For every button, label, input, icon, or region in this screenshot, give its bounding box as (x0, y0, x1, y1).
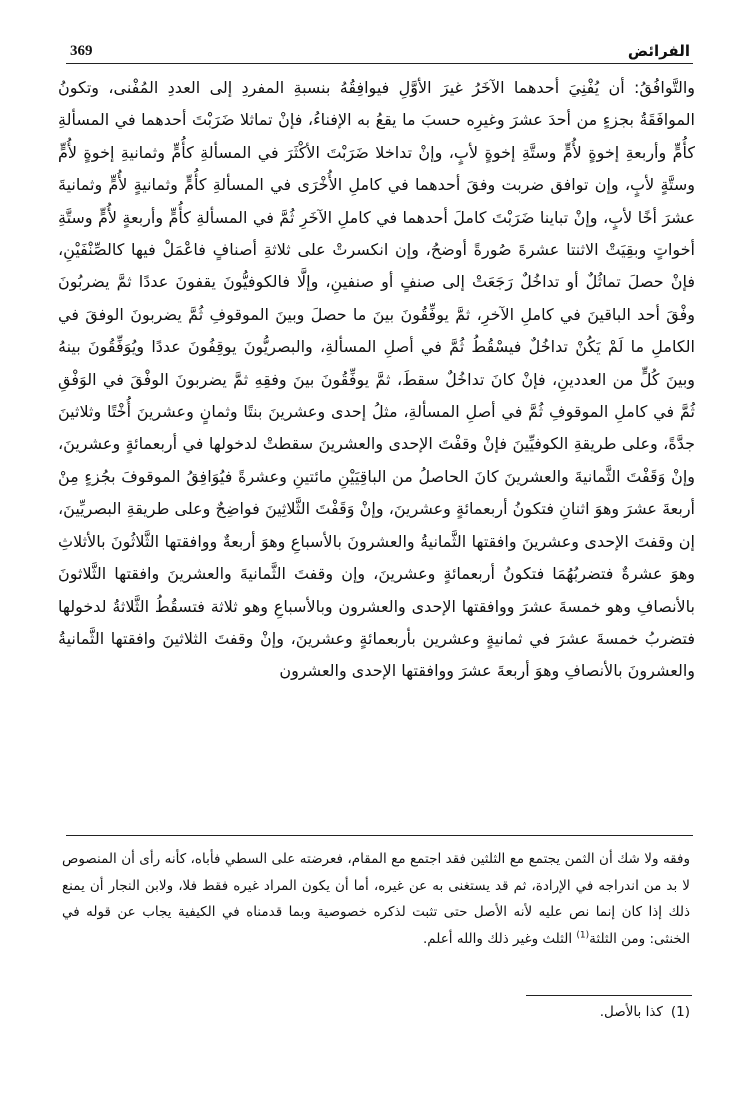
annotation-paragraph (62, 846, 690, 952)
annotation-block (62, 846, 690, 952)
footnote-reference: (1) (576, 930, 590, 940)
header-rule (66, 63, 693, 64)
footnote (300, 1000, 690, 1024)
main-paragraph: والتَّوافُقُ: أن يُفْنِيَ أحدهما الآخَرُ غيرَ الأوَّلِ فيوافِقُهُ بنسبةِ المفردِ إلى العددِ المُفْنى، وتكونُ الموافَقَةُ بجزءٍ من أحدَ عشرَ وغيرِه حسبَ ما يقعُ به الإفناءُ، فإنْ تماثلا ضَرَبْتَ أحدهما في المسألةِ كأُمٍّ وأربعةِ إخوةٍ لأُمٍّ وستَّةِ إخوةٍ لأبٍ، وإنْ تداخلا ضَرَبْتَ الأكْثَرَ في المسألةِ كأُمٍّ وثمانيةِ إخوةٍ لأُمٍّ وستَّةٍ لأبٍ، وإن توافق ضربت وفقَ أحدهما في كاملِ الأُخْرَى في المسألةِ كأُمٍّ وثمانيةٍ لأُمٍّ وثمانيةَ عشرَ أخًا لأبٍ، وإنْ تباينا ضَرَبْتَ كاملَ أحدهما في كاملِ الآخَرِ ثُمَّ في المسألةِ كأُمٍّ وأربعةٍ لأُمٍّ وستَّةِ أخواتٍ وبقِيَتْ الاثنتا عشرةَ صُورةً أوضحُ، وإن انكسرتْ على ثلاثةِ أصنافٍ فاعْمَلْ فيها كالصِّنْفَيْنِ، فإنْ حصلَ تماثُلٌ أو تداخُلٌ رَجَعَتْ إلى صنفٍ أو صنفينِ، وإلَّا فالكوفيُّونَ يقفونَ عددًا ثمَّ يضربُونَ وفْقَ أحد الباقينَ في كاملِ الآخرِ، ثمَّ يوفِّقُونَ بينَ ما حصلَ وبينَ الموقوفِ ثُمَّ يضربونَ الوفقَ في الكاملِ ما لَمْ يَكُنْ تداخُلٌ فيسْقُطُ ثُمَّ في أصلِ المسألةِ، والبصريُّونَ يوقِفُونَ عددًا ويُوَفِّقُونَ بينهُ وبينَ كُلٍّ من العددينِ، فإنْ كانَ تداخُلٌ سقطَ، ثمَّ يوفِّقُونَ بينَ وفقِهِ ثمَّ يضربونَ الوفْقَ في الوَفْقِ ثُمَّ في كاملِ الموقوفِ ثُمَّ في أصلِ المسألةِ، مثلُ إحدى وعشرينَ بنتًا وثمانٍ وعشرينَ أُخْتًا وثلاثينَ جدَّةً، وعلى طريقةِ الكوفيِّينَ فإنْ وقفْتَ الإحدى والعشرينَ سقطتْ لدخولها في أربعمائةٍ وعشرينَ، وإنْ وَقَفْتَ الثَّمانيةَ والعشرينَ كانَ الحاصلُ من الباقِيَيْنِ مائتينِ وعشرةً فيُوَافِقُ الموقوفَ بجُزءٍ مِنْ أربعةَ عشرَ وهوَ اثنانِ فتكونُ أربعمائةٍ وعشرينَ، وإنْ وَقَفْتَ الثَّلاثِينَ فواضِحٌ وعلى طريقةِ البصريِّينَ، إن وقفتَ الإحدى وعشرينَ وافقتها الثَّمانيةُ والعشرونَ بالأسباعِ وهوَ أربعةٌ ووافقتها الثَّلاثُونَ بالأثلاثِ وهوَ عشرةٌ فتضربُهُمَا فتكونُ أربعمائةٍ وعشرينَ، وإن وقفتَ الثَّمانيةَ والعشرينَ وافقتها الثَّلاثونَ بالأنصافِ وهو خمسةَ عشرَ ووافقتها الإحدى والعشرون وبالأسباعِ وهو ثلاثة فتسقُطُ الثَّلاثةُ لدخولها فتضربُ خمسةَ عشرَ في ثمانيةٍ وعشرين بأربعمائةٍ وعشرينَ، وإنْ وقفتَ الثلاثينَ وافقتها الثَّمانيةُ والعشرونَ بالأنصافِ وهوَ أربعةَ عشرَ ووافقتها الإحدى والعشرون (58, 78, 695, 681)
footnote-separator (526, 995, 692, 996)
page-header (70, 36, 690, 60)
footnote-marker: (1) (670, 1004, 690, 1020)
main-text-separator (66, 835, 693, 836)
page-number: 369 (70, 43, 93, 59)
footnote-text: كذا بالأصل. (599, 1004, 663, 1020)
main-text (58, 72, 695, 688)
annotation-text-before-ref: وفقه ولا شك أن الثمن يجتمع مع الثلثين فقد اجتمع مع المقام، فعرضته على السطي فأباه، كأنه رأى أن المنصوص لا بد من اندراجه في الإرادة، ثم قد يستغنى به عن غيره، أما أن يكون المراد غيره فقط فلا، ولابن النجار أن يمنع ذلك إذا كان إنما نص عليه لأنه الأصل حتى تثبت لذكره خصوصية وبما قدمناه في الكيفية يجاب عن قوله في الخنثى: ومن الثلثة (62, 851, 690, 947)
annotation-text-after-ref: الثلث وغير ذلك والله أعلم. (423, 930, 577, 947)
running-title: الفرائض (627, 42, 690, 60)
